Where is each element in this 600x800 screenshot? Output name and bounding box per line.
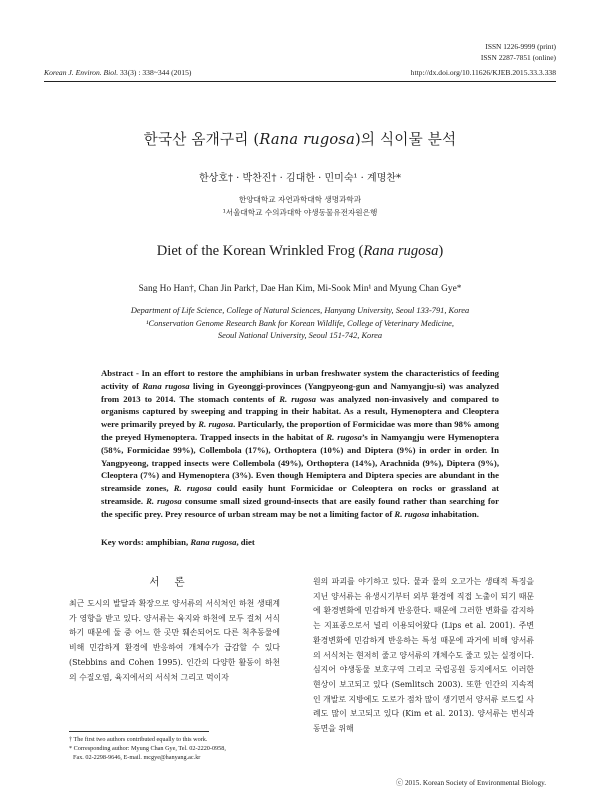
footnote-contact: Fax. 02-2298-9646, E-mail. mcgye@hanyang.ac.kr xyxy=(73,753,201,761)
footnotes xyxy=(69,736,299,762)
affiliation-en-1: Department of Life Science, College of Natural Sciences, Hanyang University, Seoul 133-791, Korea xyxy=(130,306,470,315)
journal-citation xyxy=(44,68,191,77)
header-rule xyxy=(44,81,556,82)
affiliation-en-3: Seoul National University, Seoul 151-742, Korea xyxy=(217,331,383,341)
body-column-right: 원의 파괴를 야기하고 있다. 뭍과 물의 오고가는 생태적 특징을 지닌 양서류는 유생시기부터 외부 환경에 직접 노출이 되기 때문에 환경변화에 민감하게 반응한다. 때문에 그러한 변화를 감지하는 지표종으로서 널리 이용되어왔다 (Lips et al. 2001). 주변 환경변화에 민감하게 반응하는 특성 때문에 과거에 비해 양서류의 서식처는 현저히 줄고 양서류의 개체수도 줄고 있는 실정이다. 심지어 야생동물 보호구역 그리고 국립공원 등지에서도 이러한 현상이 보고되고 있다 (Semlitsch 2003). 또한 인간의 지속적인 개발로 지방에도 도로가 점차 많이 생기면서 양서류 로드킬 사례도 많이 보고되고 있다 (Kim et al. 2013). 양서류는 번식과 동면을 위해 xyxy=(313,577,534,734)
abstract-label: Abstract xyxy=(101,368,134,378)
keyword-species: Rana rugosa xyxy=(190,537,237,547)
title-ko-species: Rana rugosa xyxy=(259,131,355,148)
authors-korean: 한상호† · 박찬진† · 김대한 · 민미숙¹ · 계명찬* xyxy=(198,173,402,184)
abstract-text: ’s in Namyangju were Hymenoptera (58%, Formicidae 99%), Collembola (17%), Orthoptera (10%) and Diptera (9%) in order in order. In Yangpyeong, trapped insects were Collembola (49%), Orthoptera (14%), Arachnida (9%), Diptera (9%), Cleoptera (7%) and Hymenoptera (3%). Even though Hemiptera and Diptera species are abundant in the streamside zones, xyxy=(101,431,499,494)
abstract-text: consume small sized ground-insects that are easily found rather than searching for the specific prey. Prey resource of urban stream may be not a limiting factor of xyxy=(101,495,499,519)
footnote-corresponding-author: * Corresponding author: Myung Chan Gye, Tel. 02-2220-0958, xyxy=(69,744,226,752)
keywords xyxy=(101,537,255,547)
affiliations-korean xyxy=(0,193,600,219)
title-en-part: ) xyxy=(438,243,444,259)
keywords-label: Key words: xyxy=(101,537,146,547)
species-name: R. rugosa xyxy=(173,483,212,494)
abstract-text: living in Gyeonggi-provinces (Yangpyeong-gun and Namyangju-si) was analyzed from 2013 to 2014. The stomach contents of xyxy=(101,380,499,404)
issn-print: ISSN 1226-9999 (print) xyxy=(485,42,556,51)
species-name: R. rugosa xyxy=(394,508,430,519)
abstract xyxy=(101,367,499,521)
footnote-rule xyxy=(69,731,209,732)
section-heading-introduction: 서론 xyxy=(149,576,200,588)
species-name: R. rugosa xyxy=(279,393,316,404)
issn-online: ISSN 2287-7851 (online) xyxy=(480,52,556,62)
title-ko-part: )의 식이물 분석 xyxy=(354,131,457,148)
abstract-text: was analyzed non-invasively and compared to organisms captured by sweeping and trapping in their habitat. As a result, Hymenoptera and Cleoptera were primarily preyed by xyxy=(101,393,499,430)
title-korean xyxy=(0,128,600,149)
abstract-text: - In an effort to restore the amphibians in urban freshwater system the characteristics of feeding activity of xyxy=(101,368,499,391)
affiliation-ko-1: 한양대학교 자연과학대학 생명과학과 xyxy=(238,195,362,204)
affiliation-en-2: ¹Conservation Genome Research Bank for Korean Wildlife, College of Veterinary Medicine, xyxy=(146,318,454,328)
issn-block xyxy=(481,42,556,63)
affiliations-english xyxy=(0,305,600,343)
journal-name: Korean J. Environ. Biol. xyxy=(44,68,119,77)
footnote-equal-contribution: † The first two authors contributed equally to this work. xyxy=(69,736,208,743)
species-name: Rana rugosa xyxy=(142,380,190,391)
keyword: amphibian, xyxy=(145,537,191,547)
copyright: ⓒ 2015. Korean Society of Environmental Biology. xyxy=(395,779,546,787)
keyword: , diet xyxy=(236,537,255,547)
abstract-text: could easily hunt Formicidae or Coleoptera on rocks or grassland at streamside. xyxy=(101,483,499,506)
abstract-text: . Particularly, the proportion of Formicidae was more than 98% among the preyed Hymenoptera. Trapped insects in the habitat of xyxy=(101,419,499,442)
title-english xyxy=(0,243,600,260)
title-en-part: Diet of the Korean Wrinkled Frog ( xyxy=(156,243,364,259)
species-name: R. rugosa xyxy=(326,431,362,442)
title-en-species: Rana rugosa xyxy=(363,243,439,259)
title-ko-part: 한국산 옴개구리 ( xyxy=(143,131,260,148)
species-name: R. rugosa xyxy=(198,419,234,430)
body-column-left: 최근 도시의 발달과 확장으로 양서류의 서식처인 하천 생태계가 영향을 받고 있다. 양서류는 육지와 하천에 모두 걸쳐 서식하기 때문에 둘 중 어느 한 곳만 훼손되어도 다른 척추동물에 비해 민감하게 환경에 반응하여 개체수가 급감할 수 있다 (Stebbins and Cohen 1995). 인간의 다양한 활동이 하천의 수질오염, 육지에서의 서식처 그리고 먹이자 xyxy=(69,599,280,682)
volume-pages: 33(3) : 338~344 (2015) xyxy=(118,68,192,77)
affiliation-ko-2: ¹서울대학교 수의과대학 야생동물유전자원은행 xyxy=(222,208,378,217)
doi-link[interactable]: http://dx.doi.org/10.11626/KJEB.2015.33.3.338 xyxy=(410,68,556,77)
abstract-text: inhabitation. xyxy=(429,508,479,519)
species-name: R. rugosa xyxy=(146,495,182,506)
authors-english: Sang Ho Han†, Chan Jin Park†, Dae Han Kim, Mi-Sook Min¹ and Myung Chan Gye* xyxy=(138,284,462,294)
